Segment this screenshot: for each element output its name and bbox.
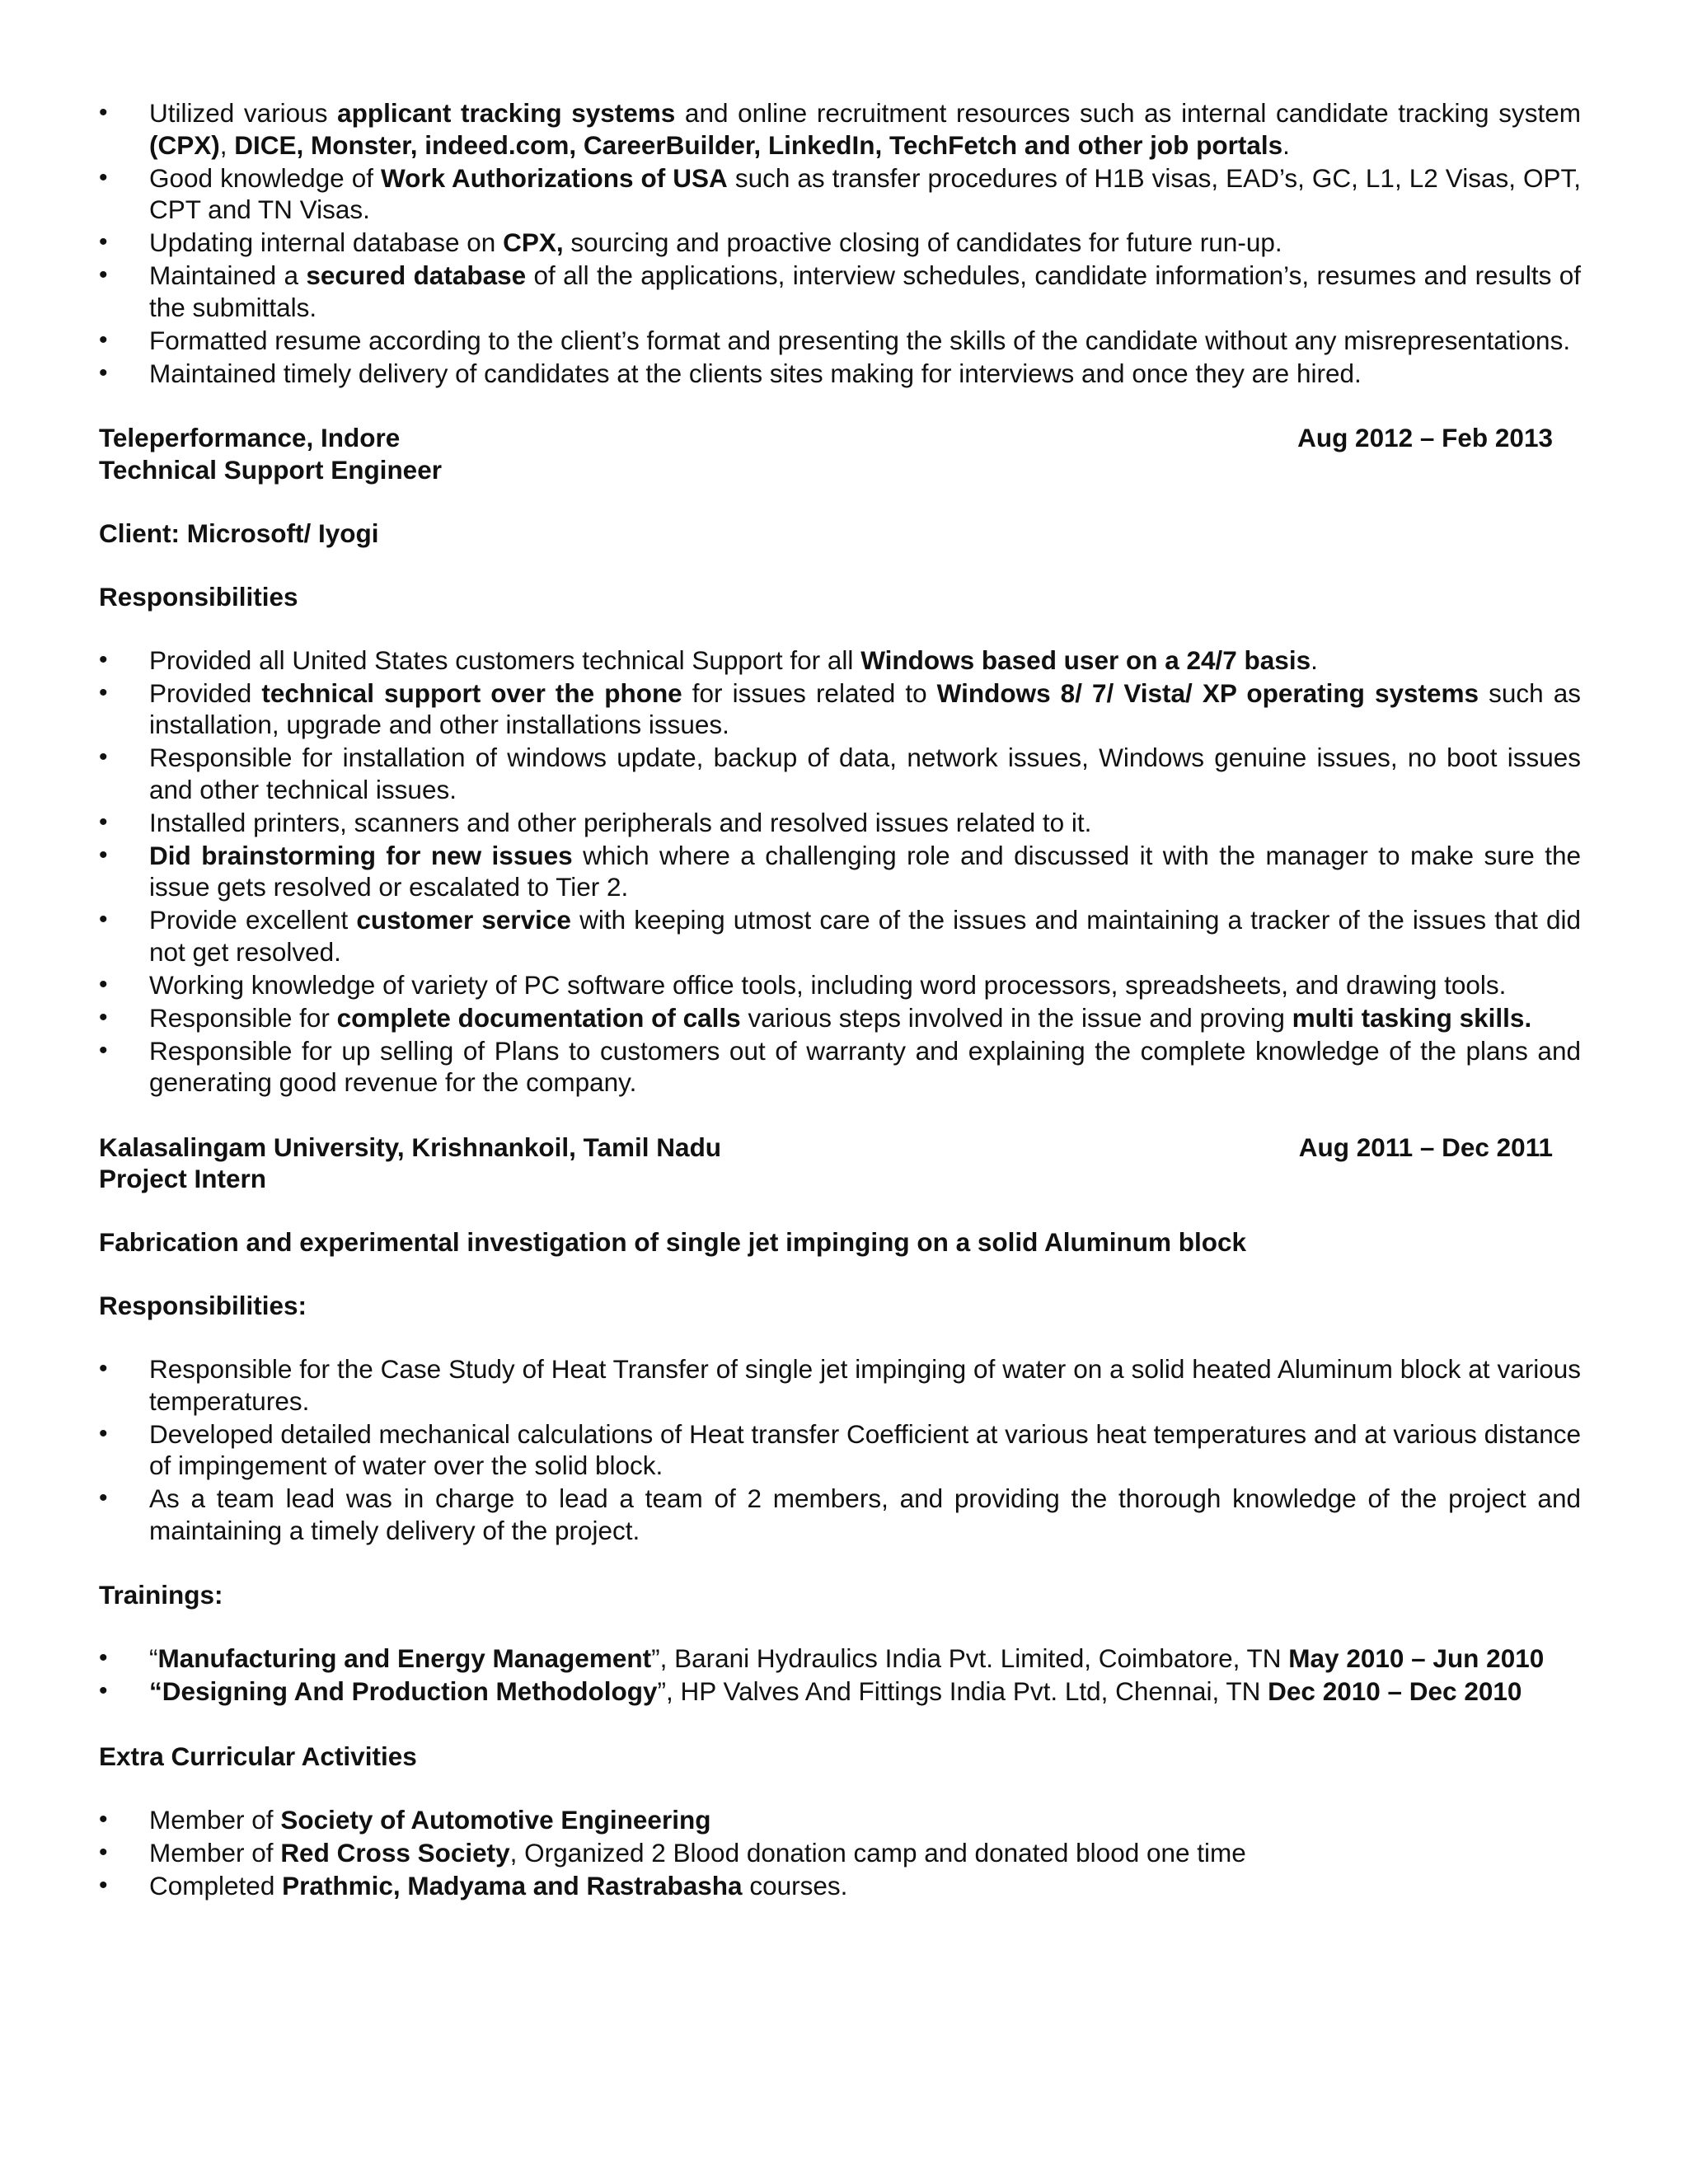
text-run: As a team lead was in charge to lead a team of 2 members, and providing the thorough knowledge of the project and maintaining a timely delivery of the project.: [149, 1483, 1581, 1545]
project-title: Fabrication and experimental investigation of single jet impinging on a solid Aluminum block: [99, 1227, 1246, 1257]
bullet-item: [99, 644, 1581, 677]
text-run: Good knowledge of: [149, 162, 381, 193]
bullet-item: [99, 1353, 1581, 1417]
text-run: .: [1311, 644, 1318, 675]
job-header: [99, 1132, 1581, 1164]
bullet-item: [99, 969, 1581, 1001]
bullet-item: [99, 677, 1581, 741]
bold-text: Red Cross Society: [280, 1837, 510, 1868]
job-title: Technical Support Engineer: [99, 454, 442, 485]
text-run: Provide excellent: [149, 905, 357, 935]
company-name: Kalasalingam University, Krishnankoil, Tamil Nadu: [99, 1132, 722, 1162]
text-run: and online recruitment resources such as internal candidate tracking system: [675, 98, 1581, 128]
trainings-heading: Trainings:: [99, 1580, 223, 1610]
bold-text: May 2010 – Jun 2010: [1288, 1643, 1545, 1673]
company-name: Teleperformance, Indore: [99, 423, 401, 452]
responsibilities-heading: Responsibilities:: [99, 1291, 307, 1320]
teleperformance-bullet-list: [99, 644, 1581, 1099]
text-run: courses.: [742, 1870, 848, 1900]
bullet-item: [99, 840, 1581, 903]
text-run: “: [149, 1643, 158, 1673]
text-run: Member of: [149, 1804, 281, 1835]
job-dates: Aug 2012 – Feb 2013: [1297, 423, 1553, 452]
text-run: Responsible for: [149, 1002, 337, 1033]
responsibilities-heading: Responsibilities: [99, 581, 298, 612]
trainings-section: [99, 1579, 1581, 1708]
text-run: such as transfer procedures of H1B visas, EAD’s, GC, L1, L2 Visas, OPT, CPT and TN Visas.: [149, 162, 1582, 224]
text-run: Responsible for installation of windows update, backup of data, network issues, Windows genuine issues, no boot issues and other technical issues.: [149, 743, 1581, 804]
bullet-item: [99, 162, 1581, 226]
text-run: Completed: [149, 1870, 283, 1900]
text-run: Utilized various: [149, 98, 338, 128]
bold-text: Dec 2010 – Dec 2010: [1268, 1676, 1522, 1706]
bullet-item: [99, 904, 1581, 968]
text-run: Working knowledge of variety of PC software office tools, including word processors, spreadsheets, and drawing tools.: [149, 969, 1507, 1000]
extra-curricular-section: [99, 1741, 1581, 1902]
bold-text: (CPX): [149, 129, 220, 160]
bold-text: complete documentation of calls: [336, 1002, 741, 1033]
bullet-item: [99, 742, 1581, 805]
text-run: Member of: [149, 1837, 281, 1868]
bold-text: Work Authorizations of USA: [381, 162, 728, 193]
text-run: of all the applications, interview schedules, candidate information’s, resumes and results of the submittals.: [149, 260, 1581, 322]
job-title: Project Intern: [99, 1164, 267, 1193]
text-run: ”, HP Valves And Fittings India Pvt. Ltd, Chennai, TN: [657, 1676, 1268, 1706]
bullet-item: [99, 1483, 1581, 1546]
extra-curricular-bullet-list: [99, 1804, 1581, 1902]
text-run: which where a challenging role and discussed it with the manager to make sure the issue gets resolved or escalated to Tier 2.: [149, 840, 1581, 902]
text-run: with keeping utmost care of the issues and maintaining a tracker of the issues that did not get resolved.: [149, 905, 1582, 967]
bold-text: Society of Automotive Engineering: [280, 1804, 711, 1835]
recruiter-bullet-list: [99, 97, 1581, 389]
bullet-item: [99, 1002, 1581, 1034]
extra-curricular-heading: Extra Curricular Activities: [99, 1741, 417, 1771]
job-header: [99, 422, 1581, 454]
text-run: such as installation, upgrade and other installations issues.: [149, 677, 1581, 739]
bold-text: Did brainstorming for new issues: [149, 840, 573, 870]
bullet-item: [99, 1870, 1581, 1902]
job-dates: Aug 2011 – Dec 2011: [1298, 1132, 1553, 1162]
bold-text: Windows based user on a 24/7 basis: [860, 644, 1311, 675]
bullet-item: [99, 1804, 1581, 1836]
bold-text: Windows 8/ 7/ Vista/ XP operating systems: [936, 677, 1479, 708]
text-run: .: [1282, 129, 1290, 160]
bullet-item: [99, 260, 1581, 323]
text-run: sourcing and proactive closing of candidates for future run-up.: [563, 227, 1282, 257]
bold-text: “Designing And Production Methodology: [149, 1676, 658, 1706]
bullet-item: [99, 1643, 1581, 1675]
bold-text: technical support over the phone: [261, 677, 682, 708]
text-run: Provided: [149, 677, 262, 708]
bold-text: Manufacturing and Energy Management: [157, 1643, 652, 1673]
bold-text: CPX,: [503, 227, 564, 257]
bold-text: customer service: [356, 905, 571, 935]
bold-text: DICE, Monster, indeed.com, CareerBuilder, LinkedIn, TechFetch and other job portals: [234, 129, 1283, 160]
bullet-item: [99, 1035, 1581, 1099]
text-run: Updating internal database on: [149, 227, 504, 257]
text-run: Responsible for the Case Study of Heat Transfer of single jet impinging of water on a solid heated Aluminum block at various temperatures.: [149, 1354, 1581, 1416]
text-run: Maintained timely delivery of candidates at the clients sites making for interviews and once they are hired.: [149, 358, 1362, 388]
bullet-item: [99, 1675, 1581, 1708]
kalasalingam-bullet-list: [99, 1353, 1581, 1546]
text-run: Installed printers, scanners and other peripherals and resolved issues related to it.: [149, 807, 1092, 837]
bullet-item: [99, 1837, 1581, 1869]
trainings-bullet-list: [99, 1643, 1581, 1708]
bold-text: multi tasking skills.: [1292, 1002, 1532, 1033]
bullet-item: [99, 325, 1581, 357]
text-run: Formatted resume according to the client’s format and presenting the skills of the candidate without any misrepresentations.: [149, 325, 1571, 355]
text-run: ”, Barani Hydraulics India Pvt. Limited, Coimbatore, TN: [651, 1643, 1289, 1673]
bullet-item: [99, 358, 1581, 390]
client-line: Client: Microsoft/ Iyogi: [99, 518, 379, 548]
bullet-item: [99, 807, 1581, 839]
bullet-item: [99, 97, 1581, 161]
text-run: various steps involved in the issue and proving: [740, 1002, 1292, 1033]
teleperformance-section: [99, 422, 1581, 1099]
text-run: , Organized 2 Blood donation camp and donated blood one time: [509, 1837, 1246, 1868]
kalasalingam-section: [99, 1132, 1581, 1547]
bold-text: applicant tracking systems: [337, 98, 676, 128]
text-run: Developed detailed mechanical calculations of Heat transfer Coefficient at various heat temperatures and at various distance of impingement of water over the solid block.: [149, 1418, 1581, 1480]
text-run: Maintained a: [149, 260, 307, 290]
text-run: Responsible for up selling of Plans to customers out of warranty and explaining the complete knowledge of the plans and generating good revenue for the company.: [149, 1035, 1581, 1097]
bold-text: Prathmic, Madyama and Rastrabasha: [282, 1870, 743, 1900]
bullet-item: [99, 1418, 1581, 1482]
text-run: ,: [219, 129, 235, 160]
text-run: for issues related to: [682, 677, 937, 708]
bullet-item: [99, 227, 1581, 259]
bold-text: secured database: [306, 260, 527, 290]
text-run: Provided all United States customers technical Support for all: [149, 644, 861, 675]
